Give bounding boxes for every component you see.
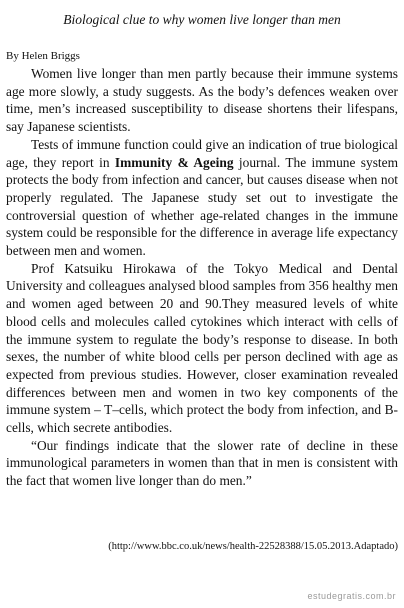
paragraph-2-text-after: journal. The immune system protects the body from infection and cancer, but causes disease when not properly regulated. The Japanese study set out to investigate the controversial question of whether age-related changes in the immune system could be responsible for the difference in average life expectancy between men and women.: [6, 154, 399, 259]
paragraph-2: [6, 136, 398, 260]
paragraph-2-text-before: Tests of immune function could give an indication of true biological age, they report in: [6, 136, 398, 170]
article-body: [6, 65, 398, 490]
paragraph-1: Women live longer than men partly because their immune systems age more slowly, a study suggests. As the body’s defences weaken over time, men’s increased susceptibility to disease shortens their lifespans, say Japanese scientists.: [6, 66, 398, 135]
watermark: estudegratis.com.br: [307, 591, 396, 601]
source-citation: (http://www.bbc.co.uk/news/health-22528388/15.05.2013.Adaptado): [108, 541, 398, 552]
byline: By Helen Briggs: [6, 50, 80, 62]
paragraph-4-quote: “Our findings indicate that the slower rate of decline in these immunological parameters in women than that in men is consistent with the fact that women live longer than do men.”: [6, 437, 398, 489]
journal-name: Immunity & Ageing: [114, 154, 234, 170]
paragraph-3: Prof Katsuiku Hirokawa of the Tokyo Medical and Dental University and colleagues analysed blood samples from 356 healthy men and women aged between 20 and 90.They measured levels of white blood cells and molecules called cytokines which interact with cells of the immune system to regulate the body’s response to disease. In both sexes, the number of white blood cells per person declined with age as expected from previous studies. However, closer examination revealed differences between men and women in two key components of the immune system – T–cells, which protect the body from infection, and B-cells, which secrete antibodies.: [6, 260, 398, 436]
article-title: Biological clue to why women live longer than men: [63, 12, 341, 27]
